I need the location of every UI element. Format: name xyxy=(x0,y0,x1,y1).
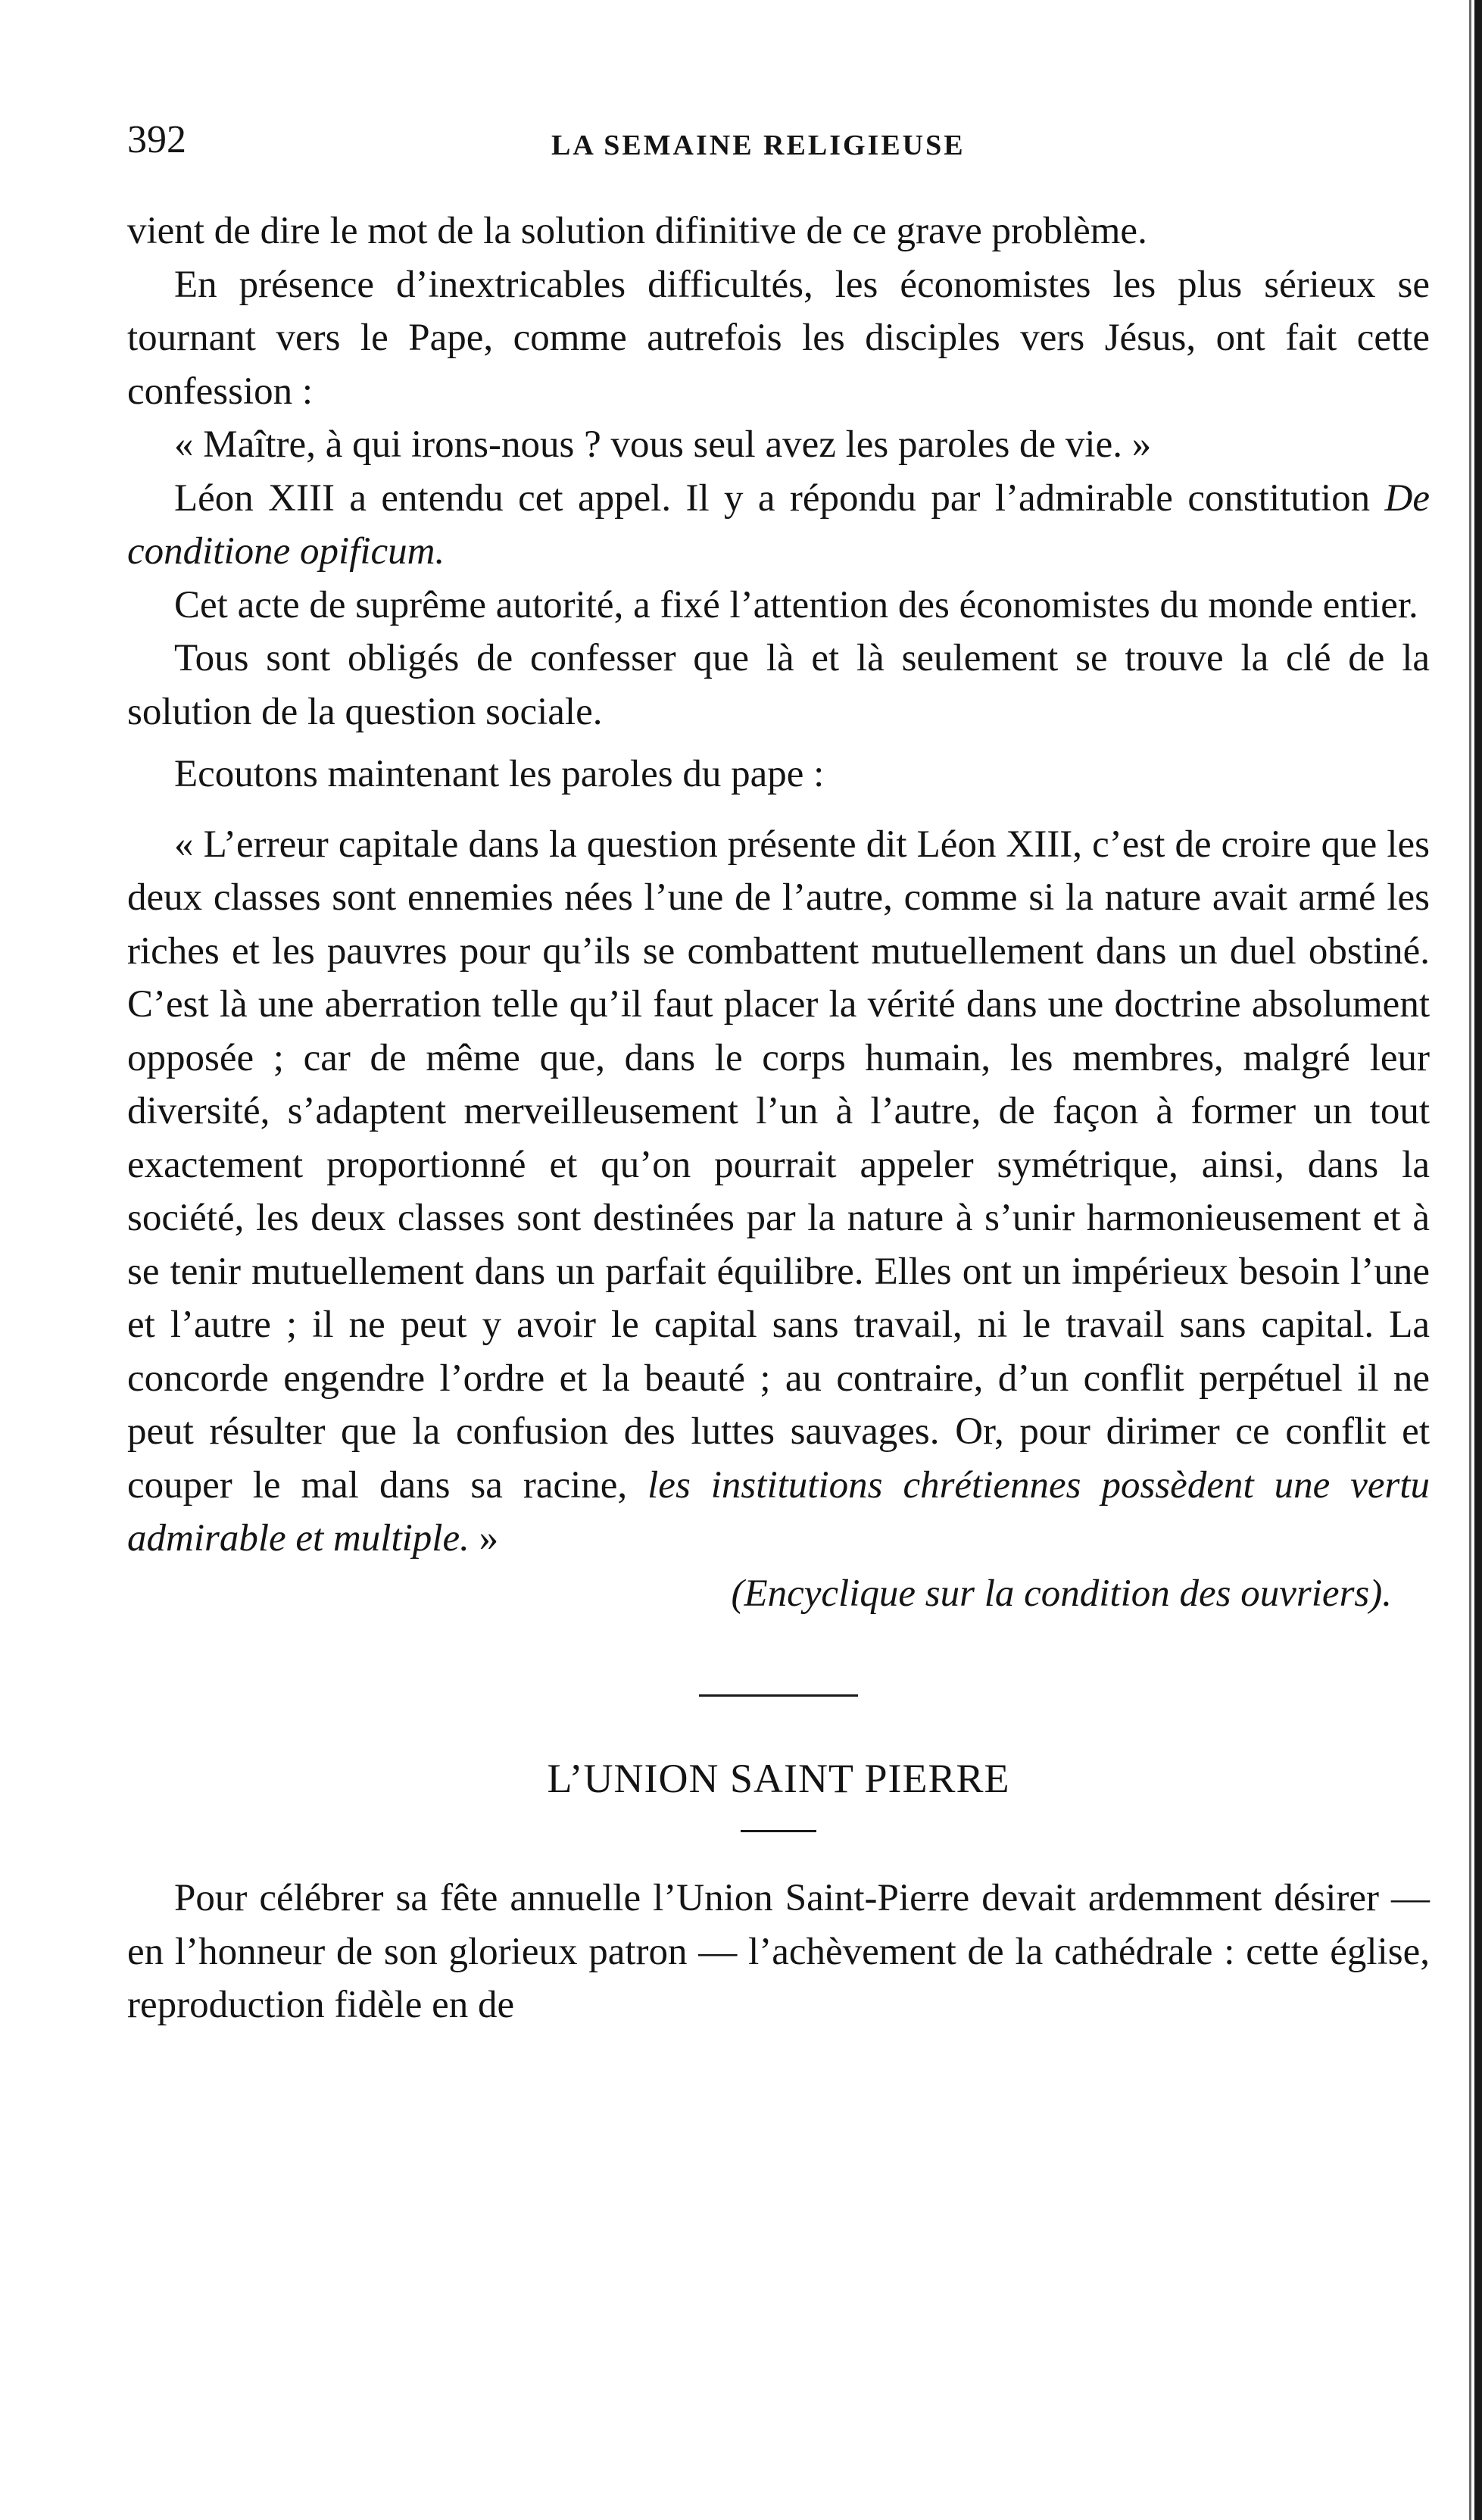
paragraph-authority: Cet acte de suprême autorité, a fixé l’attention des économistes du monde entier. xyxy=(174,583,1418,626)
encyclical-quote-close: » xyxy=(469,1517,499,1560)
section-divider xyxy=(699,1694,858,1697)
page-number: 392 xyxy=(127,118,186,161)
paragraph-confession: Tous sont obligés de confesser que là et là seulement se trouve la clé de la solution de la question sociale. xyxy=(127,637,1430,733)
leo-xiii-text: Léon XIII a entendu cet appel. Il y a répondu par l’admirable constitution xyxy=(174,476,1385,520)
paragraph-continuation: vient de dire le mot de la solution difinitive de ce grave problème. xyxy=(127,210,1147,252)
section-title: L’UNION SAINT PIERRE xyxy=(547,1756,1010,1801)
encyclical-quote-text: « L’erreur capitale dans la question présente dit Léon XIII, c’est de croire que les deux classes sont ennemies nées l’une de l’autre, comme si la nature avait armé les riches et les pauvres pour qu’ils se combattent mutuellement dans un duel obstiné. C’est là une aberration telle qu’il faut placer la vérité dans une doctrine absolument opposée ; car de même que, dans le corps humain, les membres, malgré leur diversité, s’adaptent merveilleusement l’un à l’autre, de façon à former un tout exactement proportionné et qu’on pourrait appeler symétrique, ainsi, dans la société, les deux classes sont destinées par la nature à s’unir harmonieusement et à se tenir mutuellement dans un parfait équilibre. Elles ont un impérieux besoin l’une et l’autre ; il ne peut y avoir le capital sans travail, ni le travail sans capital. La concorde engendre l’ordre et la beauté ; au contraire, d’un conflit perpétuel il ne peut résulter que la confusion des luttes sauvages. Or, pour dirimer ce conflit et couper le mal dans sa racine, xyxy=(127,823,1430,1507)
paragraph-economists: En présence d’inextricables difficultés, les économistes les plus sérieux se tournant vers le Pape, comme autrefois les disciples vers Jésus, ont fait cette confession : xyxy=(127,263,1430,413)
encyclical-quote-italic: les institutions chrétiennes possèdent une vertu admirable et multiple. xyxy=(127,1463,1430,1560)
page-header xyxy=(127,114,1430,167)
paragraph-leo-xiii xyxy=(127,472,1430,579)
paragraph-quote-master: « Maître, à qui irons-nous ? vous seul avez les paroles de vie. » xyxy=(174,423,1152,466)
title-underline xyxy=(741,1830,816,1832)
page-edge-line xyxy=(1469,0,1471,2520)
constitution-title: De conditione opificum. xyxy=(127,476,1430,573)
paragraph-listen: Ecoutons maintenant les paroles du pape : xyxy=(174,753,825,795)
paragraph-encyclical-quote xyxy=(127,818,1430,1566)
page-edge-shadow xyxy=(1474,0,1482,2520)
article-body xyxy=(127,205,1430,2032)
paragraph-union-saint-pierre: Pour célébrer sa fête annuelle l’Union Saint-Pierre devait ardemment désirer — en l’honneur de son glorieux patron — l’achèvement de la cathédrale : cette église, reproduction fidèle en de xyxy=(127,1877,1430,2026)
encyclical-citation: (Encyclique sur la condition des ouvriers). xyxy=(731,1572,1392,1615)
running-head: LA SEMAINE RELIGIEUSE xyxy=(551,130,966,161)
